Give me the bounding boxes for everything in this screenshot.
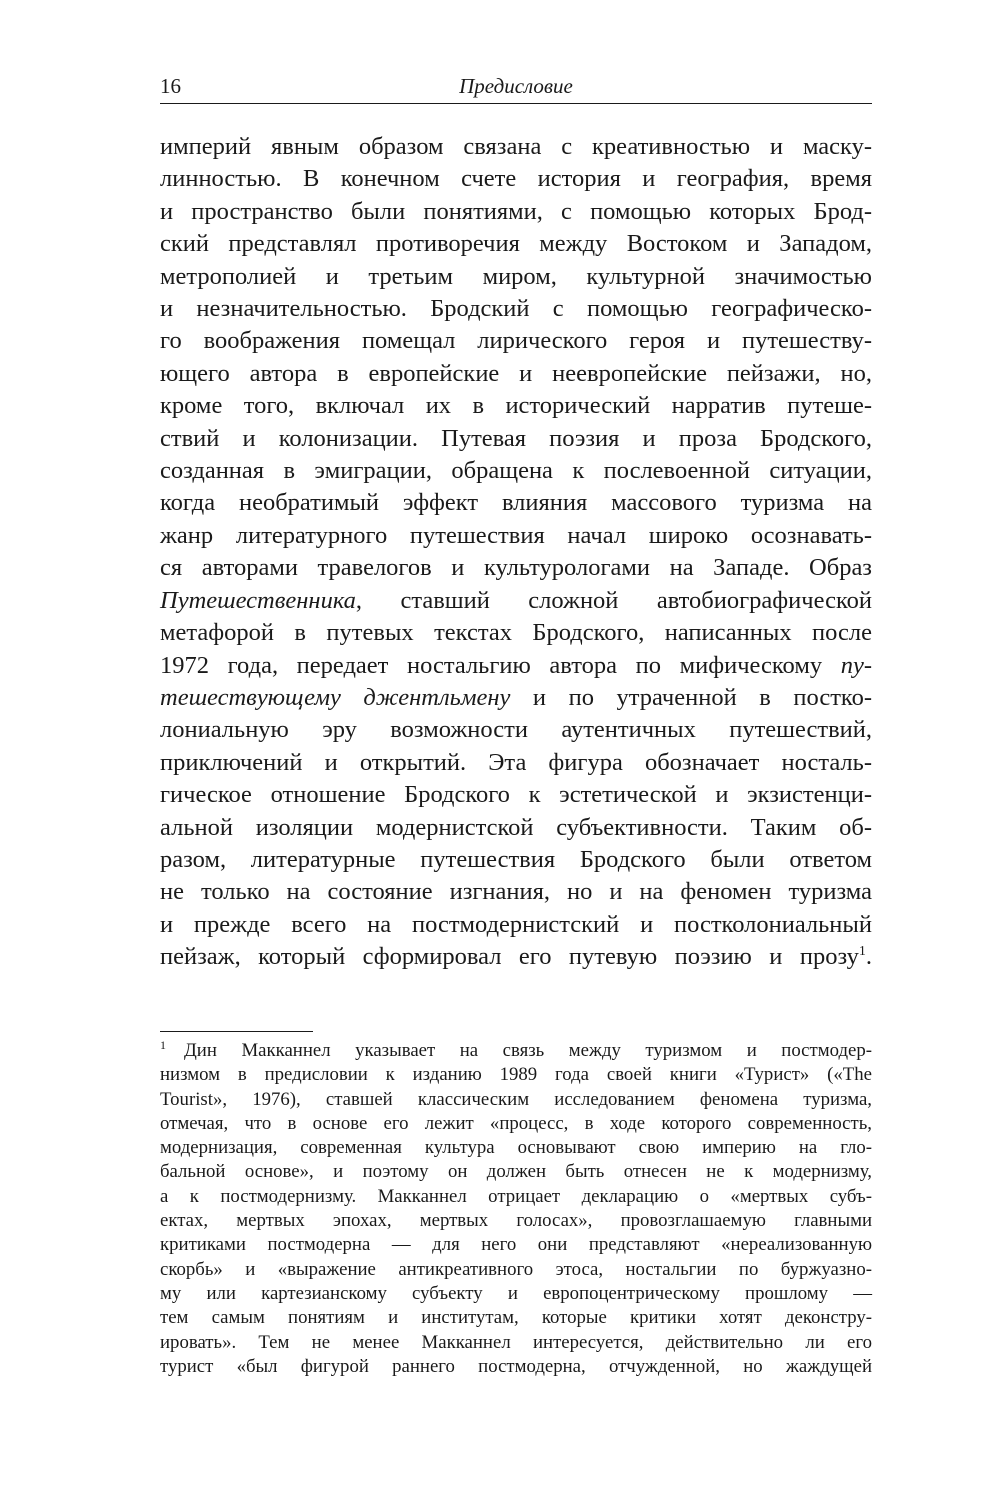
text-line: империй явным образом связана с креативностью и маску- <box>160 133 872 160</box>
text-line: разом, литературные путешествия Бродского были ответом <box>160 845 872 873</box>
text-line: метафорой в путевых текстах Бродского, написанных после <box>160 619 872 647</box>
text-line: ский представлял противоречия между Востоком и Западом, <box>160 230 872 258</box>
footnote-line: ектах, мертвых эпохах, мертвых голосах», провозглашаемую главными <box>160 1210 872 1232</box>
footnote-line: ировать». Тем не менее Макканнел интересуется, действительно ли его <box>160 1331 872 1353</box>
text-line: ствий и колонизации. Путевая поэзия и проза Бродского, <box>160 424 872 452</box>
text-line: метрополией и третьим миром, культурной значимостью <box>160 262 872 290</box>
footnote-line: бальной основе», и поэтому он должен быть отнесен не к модернизму, <box>160 1161 872 1183</box>
footnote: 1 Дин Макканнел указывает на связь между туризмом и постмодер- низмом в предисловии к изданию 1989 года своей книги «Турист» («The Tourist», 1976), ставшей классическим исследованием феномена туризма, отмечая, что в основе его лежит «процесс, в ходе которого современность, модернизация, современная культура основывают свою империю на гло- бальной основе», и поэтому он должен быть отнесен не к модернизму, а к постмодернизму. Макканнел отрицает декларацию о «мертвых субъ- ектах, мертвых эпохах, мертвых голосах», провозглашаемую главными критиками постмодерна — для него они представляют «нереализованную скорбь» и «выражение антикреативного этоса, ностальгии по буржуазно- му или картезианскому субъекту и европоцентрическому прошлому — тем самым понятиям и институтам, которые критики хотят деконстру- ировать». Тем не менее Макканнел интересуется, действительно ли его турист «был фигурой раннего постмодерна, отчужденной, но жаждущей <box>160 1039 872 1379</box>
text-line: приключений и открытий. Эта фигура обозначает носталь- <box>160 748 872 776</box>
footnote-line: Tourist», 1976), ставшей классическим исследованием феномена туризма, <box>160 1088 872 1110</box>
italic-term: тешествующему джентльмену <box>160 683 511 711</box>
text-line: ся авторами травелогов и культурологами на Западе. Образ <box>160 554 872 582</box>
footnote-line: модернизация, современная культура основывают свою империю на гло- <box>160 1137 872 1159</box>
footnote-reference[interactable]: 1 <box>858 944 866 959</box>
text-line: линностью. В конечном счете история и география, время <box>160 165 872 193</box>
footnote-line: му или картезианскому субъекту и европоцентрическому прошлому — <box>160 1282 872 1304</box>
text-line: и прежде всего на постмодернистский и постколониальный <box>160 910 872 938</box>
running-title: Предисловие <box>459 74 573 98</box>
text-line: 1972 года, передает ностальгию автора по мифическому пу- <box>160 651 872 679</box>
text-line: созданная в эмиграции, обращена к послевоенной ситуации, <box>160 457 872 485</box>
text-line: го воображения помещал лирического героя и путешеству- <box>160 327 872 355</box>
text-line: лониальную эру возможности аутентичных путешествий, <box>160 716 872 744</box>
page-number: 16 <box>160 74 181 98</box>
text-line: ющего автора в европейские и неевропейские пейзажи, но, <box>160 359 872 387</box>
header-rule <box>160 103 872 104</box>
text-line: не только на состояние изгнания, но и на феномен туризма <box>160 878 872 906</box>
text-line: тешествующему джентльмену и по утраченной в постко- <box>160 683 872 711</box>
italic-term: Путешественника <box>160 586 356 614</box>
text-line: гическое отношение Бродского к эстетической и экзистенци- <box>160 781 872 809</box>
italic-term: пу- <box>840 651 872 679</box>
text-line: пейзаж, который сформировал его путевую поэзию и прозу$^1$. <box>160 943 872 971</box>
text-line: когда необратимый эффект влияния массового туризма на <box>160 489 872 517</box>
footnote-line: низмом в предисловии к изданию 1989 года своей книги «Турист» («The <box>160 1064 872 1086</box>
text-line: Путешественника, ставший сложной автобиографической <box>160 586 872 614</box>
text-line: и незначительностью. Бродский с помощью географическо- <box>160 295 872 323</box>
footnote-rule <box>160 1031 313 1032</box>
footnote-line: отмечая, что в основе его лежит «процесс, в ходе которого современность, <box>160 1112 872 1134</box>
footnote-line: Дин Макканнел указывает на связь между туризмом и постмодер- <box>184 1040 872 1061</box>
footnote-line: тем самым понятиям и институтам, которые критики хотят деконстру- <box>160 1307 872 1329</box>
footnote-line: критиками постмодерна — для него они представляют «нереализованную <box>160 1234 872 1256</box>
text-line: кроме того, включал их в исторический нарратив путеше- <box>160 392 872 420</box>
text-line: альной изоляции модернистской субъективности. Таким об- <box>160 813 872 841</box>
main-text <box>160 131 872 974</box>
footnote-line: скорбь» и «выражение антикреативного этоса, ностальгии по буржуазно- <box>160 1258 872 1280</box>
footnote-line: а к постмодернизму. Макканнел отрицает декларацию о «мертвых субъ- <box>160 1185 872 1207</box>
text-line: и пространство были понятиями, с помощью которых Брод- <box>160 197 872 225</box>
footnote-line: турист «был фигурой раннего постмодерна, отчужденной, но жаждущей <box>160 1355 872 1377</box>
text-line: жанр литературного путешествия начал широко осознавать- <box>160 521 872 549</box>
page-header <box>160 74 872 104</box>
